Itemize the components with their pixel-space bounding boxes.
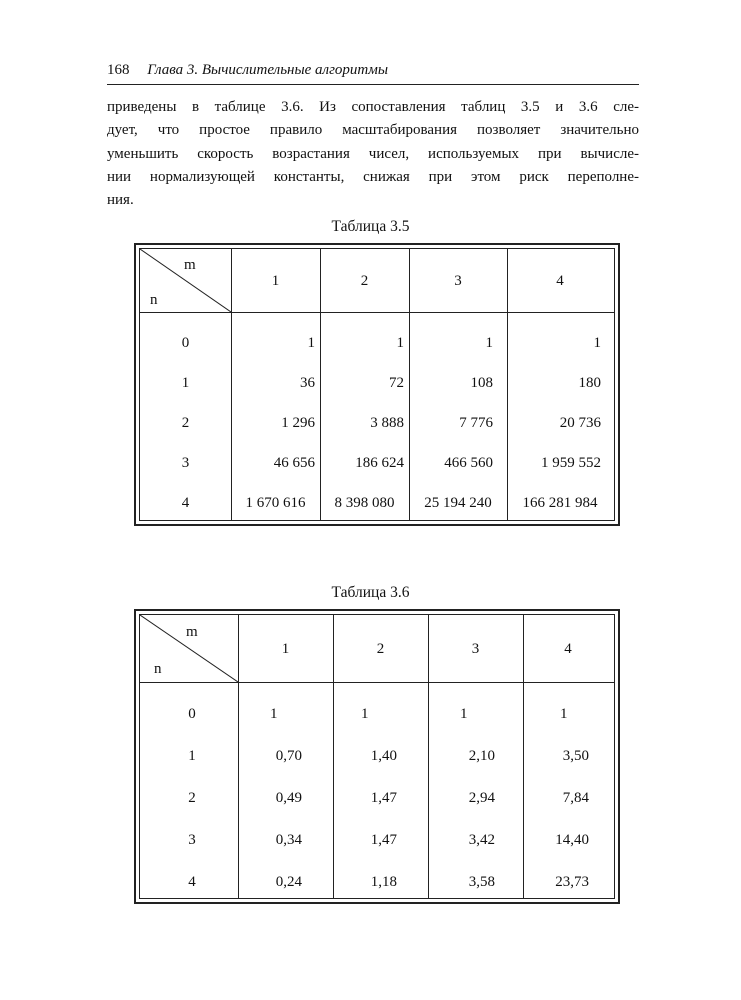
table-cell: 0,49 — [275, 790, 302, 806]
table-cell: 1 — [361, 706, 369, 722]
table-cell: 1 — [396, 335, 404, 351]
corner-label-n: n — [154, 661, 162, 677]
table-cell: 23,73 — [555, 874, 589, 890]
corner-label-m: m — [184, 257, 196, 273]
row-label: 0 — [181, 335, 190, 351]
column-header: 2 — [376, 641, 385, 657]
running-header — [107, 60, 639, 85]
header-divider — [140, 682, 614, 683]
table-cell: 1 — [460, 706, 468, 722]
paragraph-line: дует, что простое правило масштабирования позволяет значительно — [107, 122, 639, 139]
table-cell: 1 296 — [281, 415, 315, 431]
row-label: 3 — [181, 455, 190, 471]
row-label: 1 — [181, 375, 190, 391]
corner-label-m: m — [186, 624, 198, 640]
paragraph-line: ния. — [107, 192, 134, 209]
table-cell: 7,84 — [562, 790, 589, 806]
table-cell: 46 656 — [273, 455, 315, 471]
table-cell: 3,58 — [468, 874, 495, 890]
table-cell: 2,10 — [468, 748, 495, 764]
table-cell: 1 670 616 — [245, 495, 306, 511]
table-cell: 180 — [578, 375, 601, 391]
table-cell: 72 — [389, 375, 404, 391]
table-cell: 25 194 240 — [424, 495, 492, 511]
table-cell: 3,50 — [562, 748, 589, 764]
row-label: 3 — [188, 832, 196, 848]
row-label: 1 — [188, 748, 196, 764]
running-title: Глава 3. Вычислительные алгоритмы — [147, 62, 388, 78]
row-label: 0 — [188, 706, 196, 722]
header-divider — [140, 312, 614, 313]
table-cell: 1 — [307, 335, 315, 351]
table-cell: 0,24 — [275, 874, 302, 890]
column-header: 3 — [454, 273, 462, 289]
table-cell: 1,47 — [370, 790, 397, 806]
paragraph-line: уменьшить скорость возрастания чисел, используемых при вычисле- — [107, 145, 639, 162]
column-header: 1 — [281, 641, 290, 657]
table-3-5-grid — [139, 248, 615, 521]
table-cell: 0,34 — [275, 832, 302, 848]
paragraph-line: приведены в таблице 3.6. Из сопоставления таблиц 3.5 и 3.6 сле- — [107, 99, 639, 115]
column-header: 3 — [471, 641, 480, 657]
table-cell: 3,42 — [468, 832, 495, 848]
table-3-6-grid — [139, 614, 615, 899]
table-cell: 1 — [593, 335, 601, 351]
table-cell: 166 281 984 — [522, 495, 598, 511]
body-paragraph — [107, 96, 639, 212]
column-header: 1 — [271, 273, 280, 289]
table-cell: 1 — [560, 706, 568, 722]
table-cell: 2,94 — [468, 790, 495, 806]
page-number: 168 — [107, 62, 130, 78]
row-label: 2 — [181, 415, 190, 431]
table-cell: 20 736 — [559, 415, 601, 431]
table-cell: 8 398 080 — [334, 495, 395, 511]
table-cell: 14,40 — [555, 832, 589, 848]
table-cell: 108 — [470, 375, 493, 391]
table-cell: 1 959 552 — [541, 455, 601, 471]
row-label: 2 — [188, 790, 196, 806]
row-label: 4 — [181, 495, 190, 511]
table-3-6 — [134, 609, 620, 904]
table-3-6-caption: Таблица 3.6 — [331, 584, 410, 601]
column-header: 2 — [360, 273, 369, 289]
corner-label-n: n — [150, 292, 158, 308]
table-cell: 1,18 — [370, 874, 397, 890]
paragraph-line: нии нормализующей константы, снижая при этом риск переполне- — [107, 168, 639, 185]
table-cell: 36 — [300, 375, 315, 391]
table-cell: 0,70 — [275, 748, 302, 764]
table-cell: 186 624 — [355, 455, 404, 471]
table-cell: 1,40 — [370, 748, 397, 764]
table-3-5 — [134, 243, 620, 526]
table-3-5-caption: Таблица 3.5 — [331, 218, 410, 235]
table-cell: 466 560 — [444, 455, 493, 471]
column-header: 4 — [556, 273, 564, 289]
table-cell: 3 888 — [370, 415, 404, 431]
table-cell: 1 — [270, 706, 278, 722]
table-cell: 1,47 — [370, 832, 397, 848]
table-cell: 1 — [485, 335, 493, 351]
table-cell: 7 776 — [459, 415, 493, 431]
row-label: 4 — [188, 874, 196, 890]
column-header: 4 — [564, 641, 572, 657]
